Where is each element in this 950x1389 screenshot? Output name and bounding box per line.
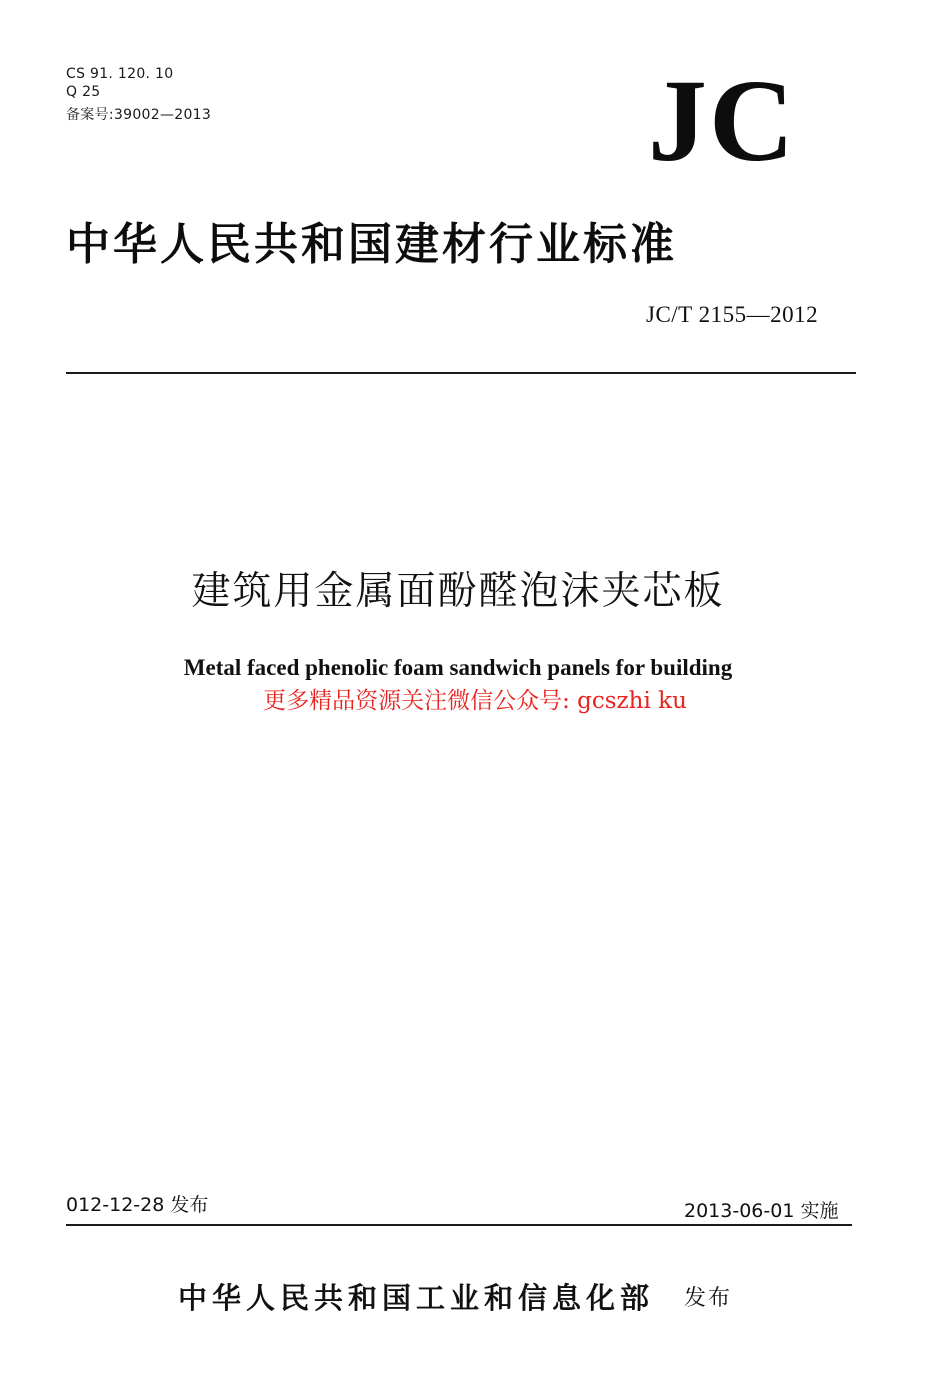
standard-number: JC/T 2155—2012: [646, 302, 819, 327]
top-divider: [66, 372, 856, 374]
issue-date: 012-12-28 发布: [66, 1194, 209, 1216]
issuer-suffix: 发布: [684, 1286, 733, 1311]
issuer-name: 中华人民共和国工业和信息化部: [178, 1281, 655, 1315]
classification-code: Q 25: [66, 84, 101, 100]
filing-number: 备案号:39002—2013: [66, 107, 212, 123]
bottom-divider: [66, 1224, 852, 1226]
standard-type-heading: 中华人民共和国建材行业标准: [66, 219, 677, 270]
jc-logo: JC: [648, 55, 797, 186]
watermark-text: 更多精品资源关注微信公众号: gcszhi ku: [263, 688, 687, 714]
title-chinese: 建筑用金属面酚醛泡沫夹芯板: [191, 569, 725, 614]
ics-code: CS 91. 120. 10: [66, 66, 174, 82]
title-english: Metal faced phenolic foam sandwich panels for building: [183, 655, 733, 680]
effective-date: 2013-06-01 实施: [684, 1200, 839, 1222]
